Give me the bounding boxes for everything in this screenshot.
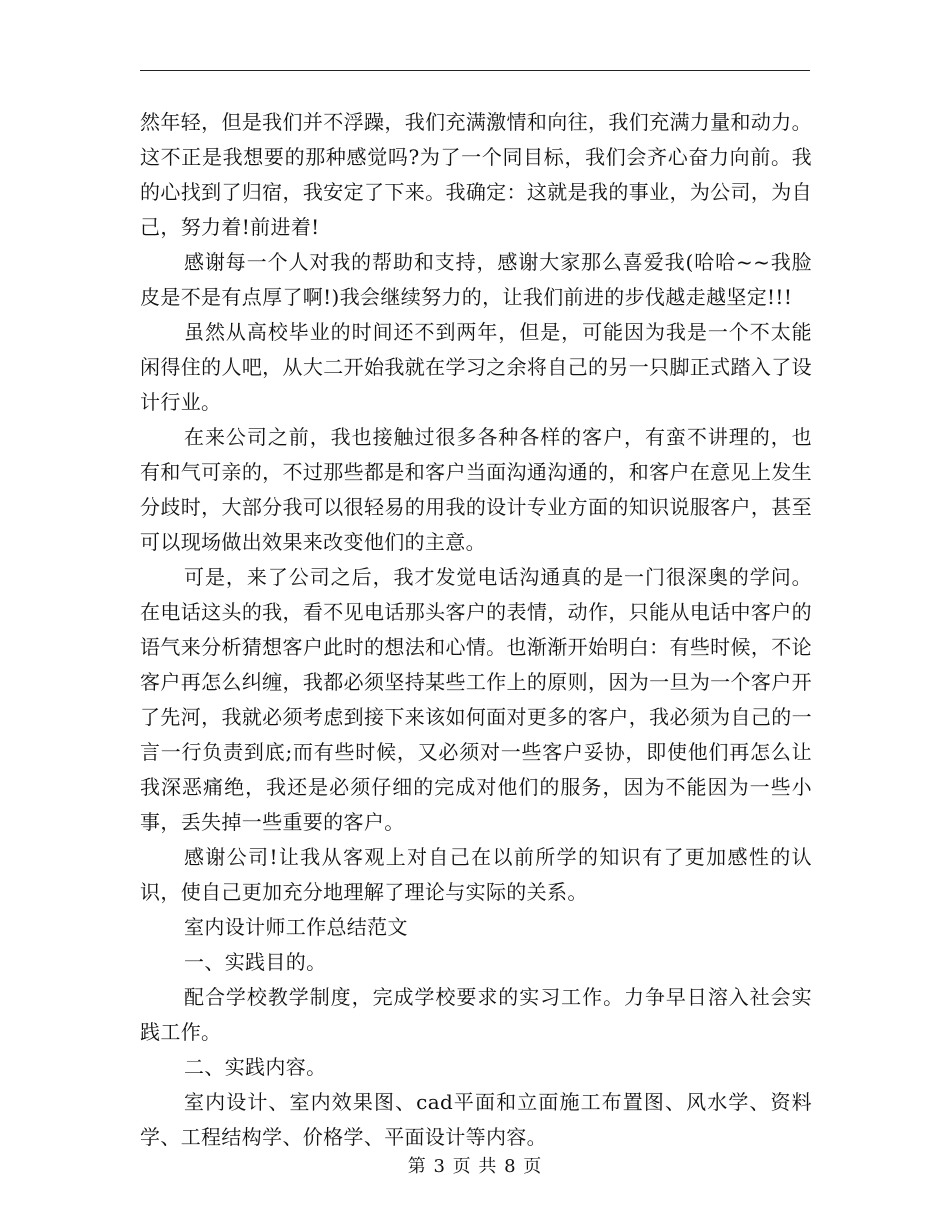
document-body (140, 105, 812, 1155)
header-rule (140, 70, 810, 71)
heading-practice-content: 二、实践内容。 (184, 1055, 327, 1079)
section-title: 室内设计师工作总结范文 (184, 915, 408, 939)
paragraph-practice-purpose: 配合学校教学制度，完成学校要求的实习工作。力争早日溶入社会实践工作。 (140, 985, 812, 1044)
paragraph-2: 感谢每一个人对我的帮助和支持，感谢大家那么喜爱我(哈哈~~我脸皮是不是有点厚了啊!)我会继续努力的，让我们前进的步伐越走越坚定!!! (140, 250, 812, 309)
heading-practice-purpose: 一、实践目的。 (184, 950, 327, 974)
paragraph-1: 然年轻，但是我们并不浮躁，我们充满激情和向往，我们充满力量和动力。这不正是我想要的那种感觉吗?为了一个同目标，我们会齐心奋力向前。我的心找到了归宿，我安定了下来。我确定：这就是我的事业，为公司，为自己，努力着!前进着! (140, 110, 812, 239)
paragraph-4: 在来公司之前，我也接触过很多各种各样的客户，有蛮不讲理的，也有和气可亲的，不过那些都是和客户当面沟通沟通的，和客户在意见上发生分歧时，大部分我可以很轻易的用我的设计专业方面的知识说服客户，甚至可以现场做出效果来改变他们的主意。 (140, 425, 812, 554)
paragraph-5: 可是，来了公司之后，我才发觉电话沟通真的是一门很深奥的学问。在电话这头的我，看不见电话那头客户的表情，动作，只能从电话中客户的语气来分析猜想客户此时的想法和心情。也渐渐开始明白：有些时候，不论客户再怎么纠缠，我都必须坚持某些工作上的原则，因为一旦为一个客户开了先河，我就必须考虑到接下来该如何面对更多的客户，我必须为自己的一言一行负责到底;而有些时候，又必须对一些客户妥协，即使他们再怎么让我深恶痛绝，我还是必须仔细的完成对他们的服务，因为不能因为一些小事，丢失掉一些重要的客户。 (140, 565, 812, 834)
paragraph-practice-content: 室内设计、室内效果图、cad平面和立面施工布置图、风水学、资料学、工程结构学、价格学、平面设计等内容。 (140, 1090, 812, 1149)
paragraph-6: 感谢公司!让我从客观上对自己在以前所学的知识有了更加感性的认识，使自己更加充分地理解了理论与实际的关系。 (140, 845, 812, 904)
paragraph-3: 虽然从高校毕业的时间还不到两年，但是，可能因为我是一个不太能闲得住的人吧，从大二开始我就在学习之余将自己的另一只脚正式踏入了设计行业。 (140, 320, 812, 414)
page-footer: 第 3 页 共 8 页 (407, 1156, 543, 1177)
